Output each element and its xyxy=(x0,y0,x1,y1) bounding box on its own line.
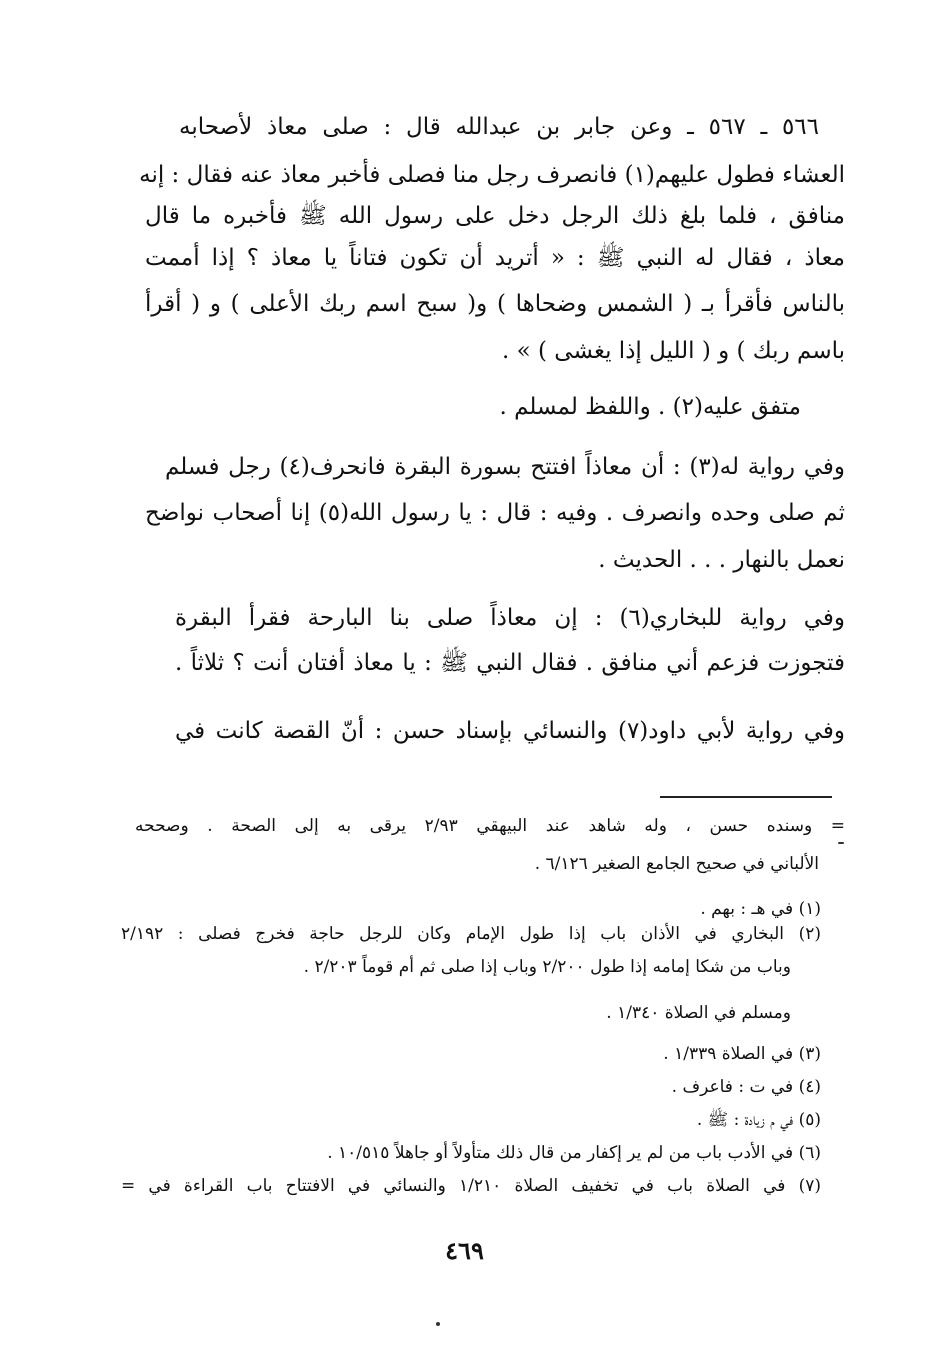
footnote-continuation-1: = وسنده حسن ، وله شاهد عند البيهقي ٢/٩٣ يرقى به إلى الصحة . وصححه xyxy=(135,816,845,836)
hadith-line-6: باسم ربك ) و ( الليل إذا يغشى ) » . xyxy=(502,338,845,364)
hadith-line-3: منافق ، فلما بلغ ذلك الرجل دخل على رسول الله ﷺ فأخبره ما قال xyxy=(145,203,845,229)
footnote-1: (١) في هـ : بهم . xyxy=(700,899,821,919)
abudawud-line: وفي رواية لأبي داود(٧) والنسائي بإسناد حسن : أنّ القصة كانت في xyxy=(175,718,845,744)
footnote-6: (٦) في الأدب باب من لم ير إكفار من قال ذلك متأولاً أو جاهلاً ١٠/٥١٥ . xyxy=(327,1143,821,1163)
footnote-2: (٢) البخاري في الأذان باب إذا طول الإمام وكان للرجل حاجة فخرج فصلى : ٢/١٩٢ xyxy=(121,924,821,944)
muslim-line-1: وفي رواية له(٣) : أن معاذاً افتتح بسورة البقرة فانحرف(٤) رجل فسلم xyxy=(165,454,845,480)
footnote-separator xyxy=(660,796,832,798)
hadith-line-2: العشاء فطول عليهم(١) فانصرف رجل منا فصلى فأخبر معاذ عنه فقال : إنه xyxy=(139,162,845,188)
footnote-2-cont-1: وباب من شكا إمامه إذا طول ٢/٢٠٠ وباب إذا صلى ثم أم قوماً ٢/٢٠٣ . xyxy=(303,957,791,977)
muslim-line-2: ثم صلى وحده وانصرف . وفيه : قال : يا رسول الله(٥) إنا أصحاب نواضح xyxy=(145,500,845,526)
footnote-4: (٤) في ت : فاعرف . xyxy=(671,1077,821,1097)
footnote-5: (٥) في م زيادة : ﷺ . xyxy=(696,1110,821,1130)
page-number: ٤٦٩ xyxy=(445,1236,484,1265)
scan-speck xyxy=(436,1322,440,1326)
muslim-line-3: نعمل بالنهار . . . الحديث . xyxy=(598,547,845,573)
footnote-continuation-2: الألباني في صحيح الجامع الصغير ٦/١٢٦ . xyxy=(534,854,819,874)
hadith-line-4: معاذ ، فقال له النبي ﷺ : « أتريد أن تكون فتاناً يا معاذ ؟ إذا أممت xyxy=(145,245,845,271)
hadith-line-1: ٥٦٦ ـ ٥٦٧ ـ وعن جابر بن عبدالله قال : صلى معاذ لأصحابه xyxy=(179,114,819,140)
footnote-7: (٧) في الصلاة باب في تخفيف الصلاة ١/٢١٠ والنسائي في الافتتاح باب القراءة في = xyxy=(121,1176,821,1196)
agreed-upon-line: متفق عليه(٢) . واللفظ لمسلم . xyxy=(499,394,801,420)
footnote-2-cont-2: ومسلم في الصلاة ١/٣٤٠ . xyxy=(606,1003,791,1023)
bukhari-line-2: فتجوزت فزعم أني منافق . فقال النبي ﷺ : يا معاذ أفتان أنت ؟ ثلاثاً . xyxy=(175,650,845,676)
scan-mark xyxy=(838,842,844,844)
hadith-line-5: بالناس فأقرأ بـ ( الشمس وضحاها ) و( سبح اسم ربك الأعلى ) و ( أقرأ xyxy=(145,291,845,317)
footnote-3: (٣) في الصلاة ١/٣٣٩ . xyxy=(663,1044,821,1064)
bukhari-line-1: وفي رواية للبخاري(٦) : إن معاذاً صلى بنا البارحة فقرأ البقرة xyxy=(175,605,845,631)
